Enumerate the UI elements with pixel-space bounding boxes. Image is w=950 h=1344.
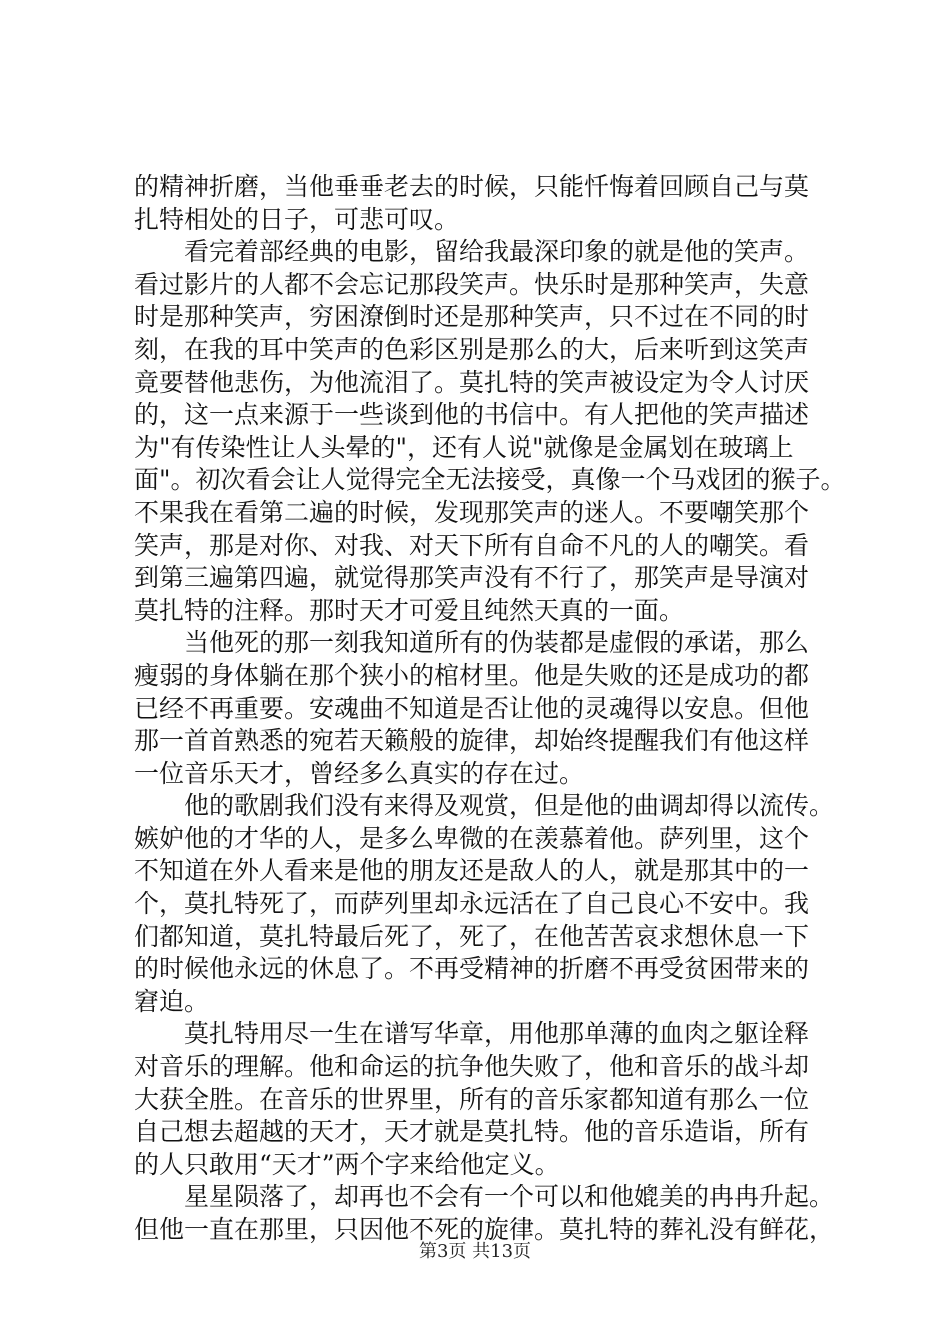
text-line: 的精神折磨，当他垂垂老去的时候，只能忏悔着回顾自己与莫 (134, 172, 810, 201)
text-line: 但他一直在那里，只因他不死的旋律。莫扎特的葬礼没有鲜花， (134, 1215, 835, 1244)
text-line: 们都知道，莫扎特最后死了，死了，在他苦苦哀求想休息一下 (134, 921, 810, 951)
text-line: 的时候他永远的休息了。不再受精神的折磨不再受贫困带来的 (134, 954, 810, 984)
text-line: 窘迫。 (134, 986, 210, 1016)
page-number-label: 第3页 共13页 (418, 1241, 532, 1262)
text-line: 扎特相处的日子，可悲可叹。 (134, 204, 460, 234)
text-line: 的，这一点来源于一些谈到他的书信中。有人把他的笑声描述 (134, 400, 810, 430)
text-line: 不果我在看第二遍的时候，发现那笑声的迷人。不要嘲笑那个 (134, 497, 810, 527)
text-line: 笑声，那是对你、对我、对天下所有自命不凡的人的嘲笑。看 (134, 530, 810, 560)
page-footer (0, 1241, 950, 1263)
text-line: 不知道在外人看来是他的朋友还是敌人的人，就是那其中的一 (134, 856, 810, 886)
text-line: 星星陨落了，却再也不会有一个可以和他媲美的冉冉升起。 (184, 1182, 835, 1212)
paragraph (134, 1018, 834, 1181)
text-line: 看过影片的人都不会忘记那段笑声。快乐时是那种笑声，失意 (134, 269, 810, 299)
text-line: 莫扎特的注释。那时天才可爱且纯然天真的一面。 (134, 595, 685, 625)
paragraph (134, 171, 834, 236)
text-line: 对音乐的理解。他和命运的抗争他失败了，他和音乐的战斗却 (134, 1052, 810, 1082)
text-line: 他的歌剧我们没有来得及观赏，但是他的曲调却得以流传。 (184, 791, 835, 821)
paragraph (134, 627, 834, 790)
text-line: 已经不再重要。安魂曲不知道是否让他的灵魂得以安息。但他 (134, 693, 810, 723)
text-line: 当他死的那一刻我知道所有的伪装都是虚假的承诺，那么 (184, 628, 810, 658)
text-line: 到第三遍第四遍，就觉得那笑声没有不行了，那笑声是导演对 (134, 563, 810, 593)
text-line: 自己想去超越的天才，天才就是莫扎特。他的音乐造诣，所有 (134, 1117, 810, 1147)
paragraph (134, 790, 834, 1018)
text-line: 莫扎特用尽一生在谱写华章，用他那单薄的血肉之躯诠释 (184, 1019, 810, 1049)
text-line: 竟要替他悲伤，为他流泪了。莫扎特的笑声被设定为令人讨厌 (134, 367, 810, 397)
text-line: 的人只敢用“天才”两个字来给他定义。 (134, 1149, 560, 1179)
text-line: 面"。初次看会让人觉得完全无法接受，真像一个马戏团的猴子。 (134, 465, 846, 495)
text-line: 嫉妒他的才华的人，是多么卑微的在羡慕着他。萨列里，这个 (134, 823, 810, 853)
paragraph (134, 236, 846, 627)
text-line: 那一首首熟悉的宛若天籁般的旋律，却始终提醒我们有他这样 (134, 726, 810, 756)
text-line: 一位音乐天才，曾经多么真实的存在过。 (134, 758, 585, 788)
text-line: 为"有传染性让人头晕的"，还有人说"就像是金属划在玻璃上 (134, 432, 794, 462)
paragraph (134, 1181, 834, 1246)
text-line: 瘦弱的身体躺在那个狭小的棺材里。他是失败的还是成功的都 (134, 660, 810, 690)
text-line: 时是那种笑声，穷困潦倒时还是那种笑声，只不过在不同的时 (134, 302, 810, 332)
text-line: 个，莫扎特死了，而萨列里却永远活在了自己良心不安中。我 (134, 889, 810, 919)
body-text (134, 171, 846, 1247)
text-line: 刻，在我的耳中笑声的色彩区别是那么的大，后来听到这笑声 (134, 334, 810, 364)
text-line: 大获全胜。在音乐的世界里，所有的音乐家都知道有那么一位 (134, 1084, 810, 1114)
text-line: 看完着部经典的电影，留给我最深印象的就是他的笑声。 (184, 237, 810, 267)
